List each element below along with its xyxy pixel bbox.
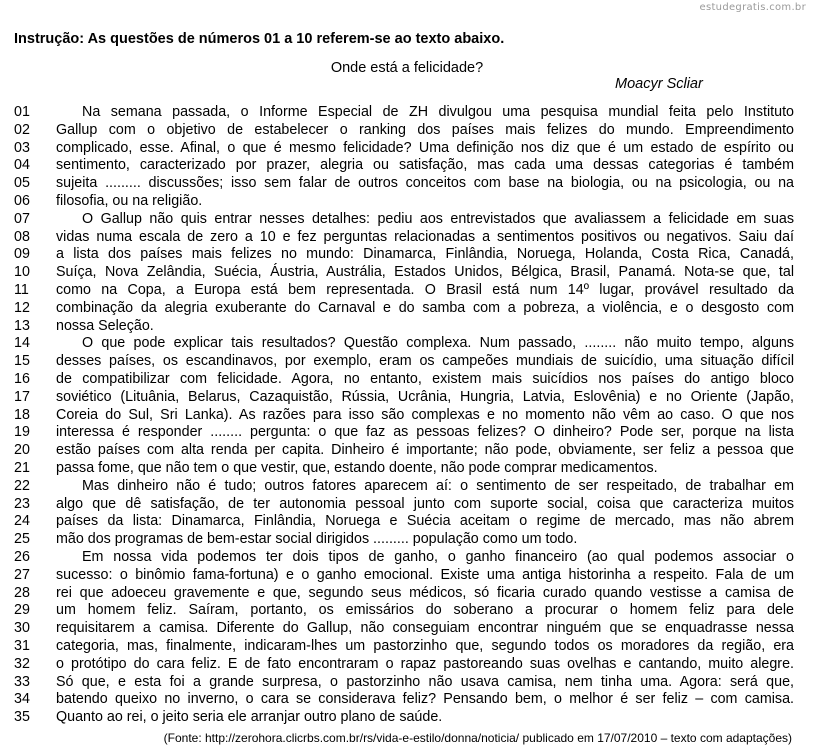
line-number: 12 bbox=[14, 299, 30, 316]
line-number: 05 bbox=[14, 175, 30, 192]
text-line bbox=[14, 104, 794, 122]
numbered-text-body bbox=[14, 104, 794, 727]
text-line bbox=[14, 407, 794, 425]
line-number: 06 bbox=[14, 192, 30, 209]
line-number: 27 bbox=[14, 566, 30, 583]
text-line bbox=[14, 585, 794, 603]
line-text: estão países com alta renda per capita. Dinheiro é importante; não pode, obviamente, ser feliz a pessoa que bbox=[56, 442, 794, 459]
line-text: requisitarem a camisa. Diferente do Gallup, não conseguiam encontrar ninguém que se enquadrasse nessa bbox=[56, 620, 794, 637]
line-text: Coreia do Sul, Sri Lanka). As razões para isso são complexas e no momento não vêm ao caso. O que nos bbox=[56, 406, 794, 423]
line-text: mão dos programas de bem-estar social dirigidos ......... população como um todo. bbox=[56, 531, 578, 548]
text-line bbox=[14, 371, 794, 389]
line-number: 33 bbox=[14, 673, 30, 690]
line-number: 17 bbox=[14, 388, 30, 405]
line-text: países da lista: Dinamarca, Finlândia, Noruega e Suécia aceitam o regime de mercado, mas não abrem bbox=[56, 513, 794, 530]
line-text: batendo queixo no inverno, o cara se considerava feliz? Pensando bem, o melhor é ser feliz – com camisa. bbox=[56, 691, 794, 708]
line-number: 11 bbox=[14, 281, 29, 298]
text-title: Onde está a felicidade? bbox=[330, 60, 484, 76]
line-number: 07 bbox=[14, 210, 30, 227]
line-number: 20 bbox=[14, 442, 30, 459]
text-line bbox=[14, 709, 794, 727]
line-number: 08 bbox=[14, 228, 30, 245]
line-text: o protótipo do cara feliz. E de fato encontraram o rapaz pastoreando suas ovelhas e cantando, muito alegre. bbox=[56, 655, 794, 672]
line-text: Gallup com o objetivo de estabelecer o ranking dos países mais felizes do mundo. Empreendimento bbox=[56, 121, 794, 138]
source-citation: (Fonte: http://zerohora.clicrbs.com.br/rs/vida-e-estilo/donna/noticia/ publicado em 17/07/2010 – texto com adaptações) bbox=[163, 731, 792, 745]
line-text: O que pode explicar tais resultados? Questão complexa. Num passado, ........ não muito tempo, alguns bbox=[82, 335, 794, 352]
line-number: 03 bbox=[14, 139, 30, 156]
line-text: como na Copa, a Europa está bem representada. O Brasil está num 14º lugar, provável resultado da bbox=[56, 281, 794, 298]
line-number: 02 bbox=[14, 121, 30, 138]
line-text: Em nossa vida podemos ter dois tipos de ganho, o ganho financeiro (ao qual podemos associar o bbox=[82, 548, 794, 565]
author-name: Moacyr Scliar bbox=[615, 76, 703, 92]
text-line bbox=[14, 282, 794, 300]
text-line bbox=[14, 211, 794, 229]
line-text: Na semana passada, o Informe Especial de ZH divulgou uma pesquisa mundial feita pelo Instituto bbox=[82, 104, 794, 120]
line-text: desses países, os escandinavos, por exemplo, eram os campeões mundiais de suicídio, uma situação difícil bbox=[56, 353, 794, 370]
instruction-heading: Instrução: As questões de números 01 a 10 referem-se ao texto abaixo. bbox=[14, 31, 505, 47]
text-line bbox=[14, 140, 794, 158]
text-line bbox=[14, 246, 794, 264]
line-text: Quanto ao rei, o jeito seria ele arranjar outro plano de saúde. bbox=[56, 709, 443, 726]
line-number: 26 bbox=[14, 548, 30, 565]
text-line bbox=[14, 460, 794, 478]
text-line bbox=[14, 157, 794, 175]
line-text: Mas dinheiro não é tudo; outros fatores aparecem aí: o sentimento de ser respeitado, de trabalhar em bbox=[82, 477, 794, 494]
line-text: sentimento, caracterizado por prazer, alegria ou satisfação, mas cada uma dessas categorias é também bbox=[56, 157, 794, 174]
text-line bbox=[14, 531, 794, 549]
line-text: sujeita ......... discussões; isso sem falar de outros conceitos com base na biologia, ou na psicologia, ou na bbox=[56, 175, 794, 192]
line-number: 14 bbox=[14, 335, 30, 352]
line-text: Só que, e esta foi a grande surpresa, o pastorzinho não usava camisa, nem tinha uma. Agora: será que, bbox=[56, 673, 794, 690]
text-line bbox=[14, 300, 794, 318]
text-line bbox=[14, 620, 794, 638]
line-number: 15 bbox=[14, 353, 30, 370]
line-number: 32 bbox=[14, 655, 30, 672]
text-line bbox=[14, 602, 794, 620]
line-text: sucesso: o binômio fama-fortuna) e o ganho emocional. Existe uma antiga historinha a respeito. Fala de um bbox=[56, 566, 794, 583]
text-line bbox=[14, 229, 794, 247]
line-number: 34 bbox=[14, 691, 30, 708]
text-line bbox=[14, 264, 794, 282]
line-number: 21 bbox=[14, 459, 30, 476]
line-text: soviético (Lituânia, Belarus, Cazaquistão, Rússia, Ucrânia, Hungria, Latvia, Eslovênia) e no Oriente (Japão, bbox=[56, 388, 794, 405]
text-line bbox=[14, 674, 794, 692]
line-number: 30 bbox=[14, 620, 30, 637]
text-line bbox=[14, 567, 794, 585]
line-text: nossa Seleção. bbox=[56, 317, 154, 334]
text-line bbox=[14, 638, 794, 656]
line-number: 09 bbox=[14, 246, 30, 263]
text-line bbox=[14, 442, 794, 460]
line-number: 19 bbox=[14, 424, 30, 441]
site-watermark: estudegratis.com.br bbox=[699, 2, 806, 13]
text-line bbox=[14, 389, 794, 407]
line-number: 28 bbox=[14, 584, 30, 601]
line-number: 16 bbox=[14, 370, 30, 387]
line-text: categoria, mas, finalmente, indicaram-lhes um pastorzinho que, segundo todos os moradores da região, era bbox=[56, 637, 794, 654]
line-number: 29 bbox=[14, 602, 30, 619]
text-line bbox=[14, 549, 794, 567]
line-text: interessa é responder ........ pergunta: o que faz as pessoas felizes? O dinheiro? Pode ser, porque na lista bbox=[56, 424, 794, 441]
line-text: de compatibilizar com felicidade. Agora, no entanto, existem mais suicídios nos países do antigo bloco bbox=[56, 370, 794, 387]
line-number: 31 bbox=[14, 637, 30, 654]
line-number: 22 bbox=[14, 477, 30, 494]
line-number: 01 bbox=[14, 104, 30, 120]
line-number: 04 bbox=[14, 157, 30, 174]
line-text: complicado, esse. Afinal, o que é mesmo felicidade? Uma definição nos diz que é um estado de espírito ou bbox=[56, 139, 794, 156]
text-line bbox=[14, 496, 794, 514]
line-text: passa fome, que não tem o que vestir, que, estando doente, não pode comprar medicamentos. bbox=[56, 459, 658, 476]
text-line bbox=[14, 656, 794, 674]
text-line bbox=[14, 335, 794, 353]
text-line bbox=[14, 193, 794, 211]
line-text: um homem feliz. Saíram, portanto, os emissários do soberano a procurar o homem feliz para dele bbox=[56, 602, 794, 619]
line-text: Suíça, Nova Zelândia, Suécia, Áustria, Austrália, Estados Unidos, Bélgica, Brasil, Panamá. Nota-se que, tal bbox=[56, 264, 794, 281]
line-number: 25 bbox=[14, 531, 30, 548]
line-text: algo que dê satisfação, de ter autonomia pessoal junto com suporte social, coisa que caracteriza muitos bbox=[56, 495, 794, 512]
line-text: O Gallup não quis entrar nesses detalhes: pediu aos entrevistados que avaliassem a felicidade em suas bbox=[82, 210, 794, 227]
text-line bbox=[14, 353, 794, 371]
text-line bbox=[14, 424, 794, 442]
text-line bbox=[14, 478, 794, 496]
line-text: vidas numa escala de zero a 10 e fez perguntas relacionadas a sentimentos positivos ou negativos. Saiu daí bbox=[56, 228, 794, 245]
line-text: combinação da alegria exuberante do Carnaval e do samba com a pobreza, a violência, e o desgosto com bbox=[56, 299, 794, 316]
line-text: rei que adoeceu gravemente e que, segundo seus médicos, só ficaria curado quando vestisse a camisa de bbox=[56, 584, 794, 601]
text-line bbox=[14, 122, 794, 140]
line-number: 10 bbox=[14, 264, 30, 281]
line-number: 24 bbox=[14, 513, 30, 530]
line-text: a lista dos países mais felizes no mundo: Dinamarca, Finlândia, Noruega, Holanda, Costa Rica, Canadá, bbox=[56, 246, 794, 263]
line-number: 35 bbox=[14, 709, 30, 726]
text-line bbox=[14, 175, 794, 193]
text-line bbox=[14, 691, 794, 709]
line-number: 18 bbox=[14, 406, 30, 423]
text-line bbox=[14, 318, 794, 336]
line-text: filosofia, ou na religião. bbox=[56, 192, 203, 209]
line-number: 13 bbox=[14, 317, 30, 334]
line-number: 23 bbox=[14, 495, 30, 512]
text-line bbox=[14, 513, 794, 531]
